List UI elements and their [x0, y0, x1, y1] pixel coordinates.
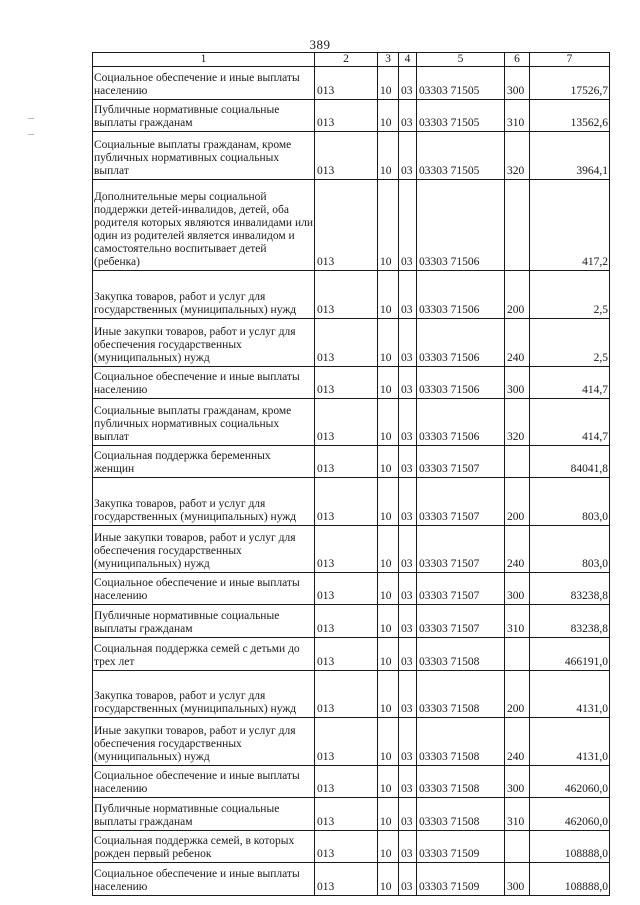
- subsection-cell: 03: [399, 798, 417, 831]
- target-article-cell: 03303 71507: [417, 478, 505, 526]
- section-cell: 10: [378, 67, 399, 100]
- table-row: [93, 271, 610, 319]
- row-name-cell: Социальное обеспечение и иные выплаты населению: [93, 863, 315, 896]
- ministry-code-cell: 013: [315, 367, 378, 399]
- table-row: [93, 526, 610, 573]
- row-name-cell: Социальное обеспечение и иные выплаты населению: [93, 367, 315, 399]
- target-article-cell: 03303 71507: [417, 526, 505, 573]
- column-header: 6: [505, 53, 530, 67]
- ministry-code-cell: 013: [315, 132, 378, 180]
- expense-type-cell: 310: [505, 605, 530, 638]
- column-header: 3: [378, 53, 399, 67]
- subsection-cell: 03: [399, 605, 417, 638]
- expense-type-cell: 320: [505, 399, 530, 446]
- subsection-cell: 03: [399, 573, 417, 605]
- expense-type-cell: 300: [505, 573, 530, 605]
- expense-type-cell: 300: [505, 863, 530, 896]
- section-cell: 10: [378, 367, 399, 399]
- amount-cell: 414,7: [530, 367, 610, 399]
- target-article-cell: 03303 71508: [417, 671, 505, 718]
- target-article-cell: 03303 71506: [417, 271, 505, 319]
- expense-type-cell: [505, 446, 530, 478]
- target-article-cell: 03303 71506: [417, 319, 505, 367]
- target-article-cell: 03303 71505: [417, 67, 505, 100]
- target-article-cell: 03303 71507: [417, 446, 505, 478]
- row-name-cell: Социальная поддержка беременных женщин: [93, 446, 315, 478]
- section-cell: 10: [378, 798, 399, 831]
- ministry-code-cell: 013: [315, 671, 378, 718]
- subsection-cell: 03: [399, 831, 417, 863]
- row-name-cell: Социальные выплаты гражданам, кроме публичных нормативных социальных выплат: [93, 132, 315, 180]
- target-article-cell: 03303 71508: [417, 798, 505, 831]
- section-cell: 10: [378, 766, 399, 798]
- row-name-cell: Социальное обеспечение и иные выплаты населению: [93, 67, 315, 100]
- amount-cell: 417,2: [530, 180, 610, 271]
- ministry-code-cell: 013: [315, 605, 378, 638]
- target-article-cell: 03303 71505: [417, 100, 505, 132]
- ministry-code-cell: 013: [315, 526, 378, 573]
- amount-cell: 84041,8: [530, 446, 610, 478]
- table-row: [93, 638, 610, 671]
- ministry-code-cell: 013: [315, 638, 378, 671]
- subsection-cell: 03: [399, 132, 417, 180]
- target-article-cell: 03303 71506: [417, 180, 505, 271]
- column-header: 4: [399, 53, 417, 67]
- expense-type-cell: 240: [505, 526, 530, 573]
- target-article-cell: 03303 71506: [417, 367, 505, 399]
- subsection-cell: 03: [399, 67, 417, 100]
- section-cell: 10: [378, 271, 399, 319]
- amount-cell: 108888,0: [530, 863, 610, 896]
- amount-cell: 17526,7: [530, 67, 610, 100]
- section-cell: 10: [378, 446, 399, 478]
- subsection-cell: 03: [399, 319, 417, 367]
- amount-cell: 13562,6: [530, 100, 610, 132]
- subsection-cell: 03: [399, 863, 417, 896]
- ministry-code-cell: 013: [315, 271, 378, 319]
- target-article-cell: 03303 71505: [417, 132, 505, 180]
- table-row: [93, 718, 610, 766]
- row-name-cell: Закупка товаров, работ и услуг для государственных (муниципальных) нужд: [93, 478, 315, 526]
- row-name-cell: Закупка товаров, работ и услуг для государственных (муниципальных) нужд: [93, 271, 315, 319]
- section-cell: 10: [378, 399, 399, 446]
- subsection-cell: 03: [399, 271, 417, 319]
- table-row: [93, 319, 610, 367]
- expense-type-cell: 300: [505, 67, 530, 100]
- page-number: 389: [309, 37, 331, 52]
- ministry-code-cell: 013: [315, 446, 378, 478]
- expense-type-cell: 300: [505, 367, 530, 399]
- amount-cell: 462060,0: [530, 766, 610, 798]
- ministry-code-cell: 013: [315, 766, 378, 798]
- ministry-code-cell: 013: [315, 399, 378, 446]
- table-row: [93, 798, 610, 831]
- target-article-cell: 03303 71508: [417, 638, 505, 671]
- ministry-code-cell: 013: [315, 831, 378, 863]
- row-name-cell: Публичные нормативные социальные выплаты гражданам: [93, 798, 315, 831]
- table-row: [93, 446, 610, 478]
- column-header: 2: [315, 53, 378, 67]
- subsection-cell: 03: [399, 718, 417, 766]
- table-row: [93, 367, 610, 399]
- ministry-code-cell: 013: [315, 573, 378, 605]
- subsection-cell: 03: [399, 671, 417, 718]
- section-cell: 10: [378, 526, 399, 573]
- expense-type-cell: 310: [505, 100, 530, 132]
- expense-type-cell: 240: [505, 319, 530, 367]
- column-header: 1: [93, 53, 315, 67]
- amount-cell: 3964,1: [530, 132, 610, 180]
- target-article-cell: 03303 71508: [417, 718, 505, 766]
- ministry-code-cell: 013: [315, 718, 378, 766]
- ministry-code-cell: 013: [315, 863, 378, 896]
- column-header: 5: [417, 53, 505, 67]
- table-row: [93, 863, 610, 896]
- row-name-cell: Публичные нормативные социальные выплаты гражданам: [93, 605, 315, 638]
- expense-type-cell: 200: [505, 271, 530, 319]
- expense-type-cell: [505, 638, 530, 671]
- table-row: [93, 671, 610, 718]
- ministry-code-cell: 013: [315, 67, 378, 100]
- target-article-cell: 03303 71507: [417, 573, 505, 605]
- budget-table: [92, 52, 610, 896]
- ministry-code-cell: 013: [315, 180, 378, 271]
- amount-cell: 2,5: [530, 271, 610, 319]
- table-row: [93, 100, 610, 132]
- expense-type-cell: 200: [505, 671, 530, 718]
- table-body: [93, 67, 610, 896]
- target-article-cell: 03303 71509: [417, 863, 505, 896]
- column-header: 7: [530, 53, 610, 67]
- amount-cell: 83238,8: [530, 605, 610, 638]
- section-cell: 10: [378, 605, 399, 638]
- ministry-code-cell: 013: [315, 100, 378, 132]
- section-cell: 10: [378, 718, 399, 766]
- expense-type-cell: [505, 831, 530, 863]
- ministry-code-cell: 013: [315, 478, 378, 526]
- table-row: [93, 605, 610, 638]
- subsection-cell: 03: [399, 367, 417, 399]
- table-row: [93, 399, 610, 446]
- expense-type-cell: 320: [505, 132, 530, 180]
- margin-mark: [28, 134, 34, 135]
- amount-cell: 803,0: [530, 526, 610, 573]
- subsection-cell: 03: [399, 180, 417, 271]
- amount-cell: 466191,0: [530, 638, 610, 671]
- subsection-cell: 03: [399, 399, 417, 446]
- section-cell: 10: [378, 638, 399, 671]
- expense-type-cell: [505, 180, 530, 271]
- section-cell: 10: [378, 831, 399, 863]
- subsection-cell: 03: [399, 766, 417, 798]
- table-row: [93, 831, 610, 863]
- row-name-cell: Публичные нормативные социальные выплаты гражданам: [93, 100, 315, 132]
- target-article-cell: 03303 71509: [417, 831, 505, 863]
- amount-cell: 4131,0: [530, 671, 610, 718]
- target-article-cell: 03303 71506: [417, 399, 505, 446]
- subsection-cell: 03: [399, 478, 417, 526]
- expense-type-cell: 200: [505, 478, 530, 526]
- row-name-cell: Социальное обеспечение и иные выплаты населению: [93, 766, 315, 798]
- target-article-cell: 03303 71508: [417, 766, 505, 798]
- row-name-cell: Социальная поддержка семей с детьми до трех лет: [93, 638, 315, 671]
- row-name-cell: Социальное обеспечение и иные выплаты населению: [93, 573, 315, 605]
- table-row: [93, 573, 610, 605]
- table-row: [93, 766, 610, 798]
- column-number-row: [93, 53, 610, 67]
- row-name-cell: Закупка товаров, работ и услуг для государственных (муниципальных) нужд: [93, 671, 315, 718]
- amount-cell: 83238,8: [530, 573, 610, 605]
- subsection-cell: 03: [399, 100, 417, 132]
- section-cell: 10: [378, 573, 399, 605]
- expense-type-cell: 300: [505, 766, 530, 798]
- ministry-code-cell: 013: [315, 319, 378, 367]
- section-cell: 10: [378, 100, 399, 132]
- subsection-cell: 03: [399, 446, 417, 478]
- row-name-cell: Социальные выплаты гражданам, кроме публичных нормативных социальных выплат: [93, 399, 315, 446]
- margin-mark: [28, 118, 34, 119]
- row-name-cell: Иные закупки товаров, работ и услуг для обеспечения государственных (муниципальных) нужд: [93, 526, 315, 573]
- section-cell: 10: [378, 478, 399, 526]
- table-row: [93, 67, 610, 100]
- amount-cell: 4131,0: [530, 718, 610, 766]
- expense-type-cell: 240: [505, 718, 530, 766]
- section-cell: 10: [378, 132, 399, 180]
- row-name-cell: Иные закупки товаров, работ и услуг для обеспечения государственных (муниципальных) нужд: [93, 718, 315, 766]
- table-row: [93, 132, 610, 180]
- row-name-cell: Социальная поддержка семей, в которых рожден первый ребенок: [93, 831, 315, 863]
- table-row: [93, 180, 610, 271]
- section-cell: 10: [378, 319, 399, 367]
- row-name-cell: Иные закупки товаров, работ и услуг для обеспечения государственных (муниципальных) нужд: [93, 319, 315, 367]
- section-cell: 10: [378, 671, 399, 718]
- subsection-cell: 03: [399, 638, 417, 671]
- section-cell: 10: [378, 863, 399, 896]
- table-row: [93, 478, 610, 526]
- amount-cell: 2,5: [530, 319, 610, 367]
- section-cell: 10: [378, 180, 399, 271]
- amount-cell: 108888,0: [530, 831, 610, 863]
- subsection-cell: 03: [399, 526, 417, 573]
- amount-cell: 462060,0: [530, 798, 610, 831]
- amount-cell: 414,7: [530, 399, 610, 446]
- amount-cell: 803,0: [530, 478, 610, 526]
- expense-type-cell: 310: [505, 798, 530, 831]
- target-article-cell: 03303 71507: [417, 605, 505, 638]
- ministry-code-cell: 013: [315, 798, 378, 831]
- row-name-cell: Дополнительные меры социальной поддержки детей-инвалидов, детей, оба родителя которых являются инвалидами или один из родителей является инвалидом и самостоятельно воспитывает детей (ребенка): [93, 180, 315, 271]
